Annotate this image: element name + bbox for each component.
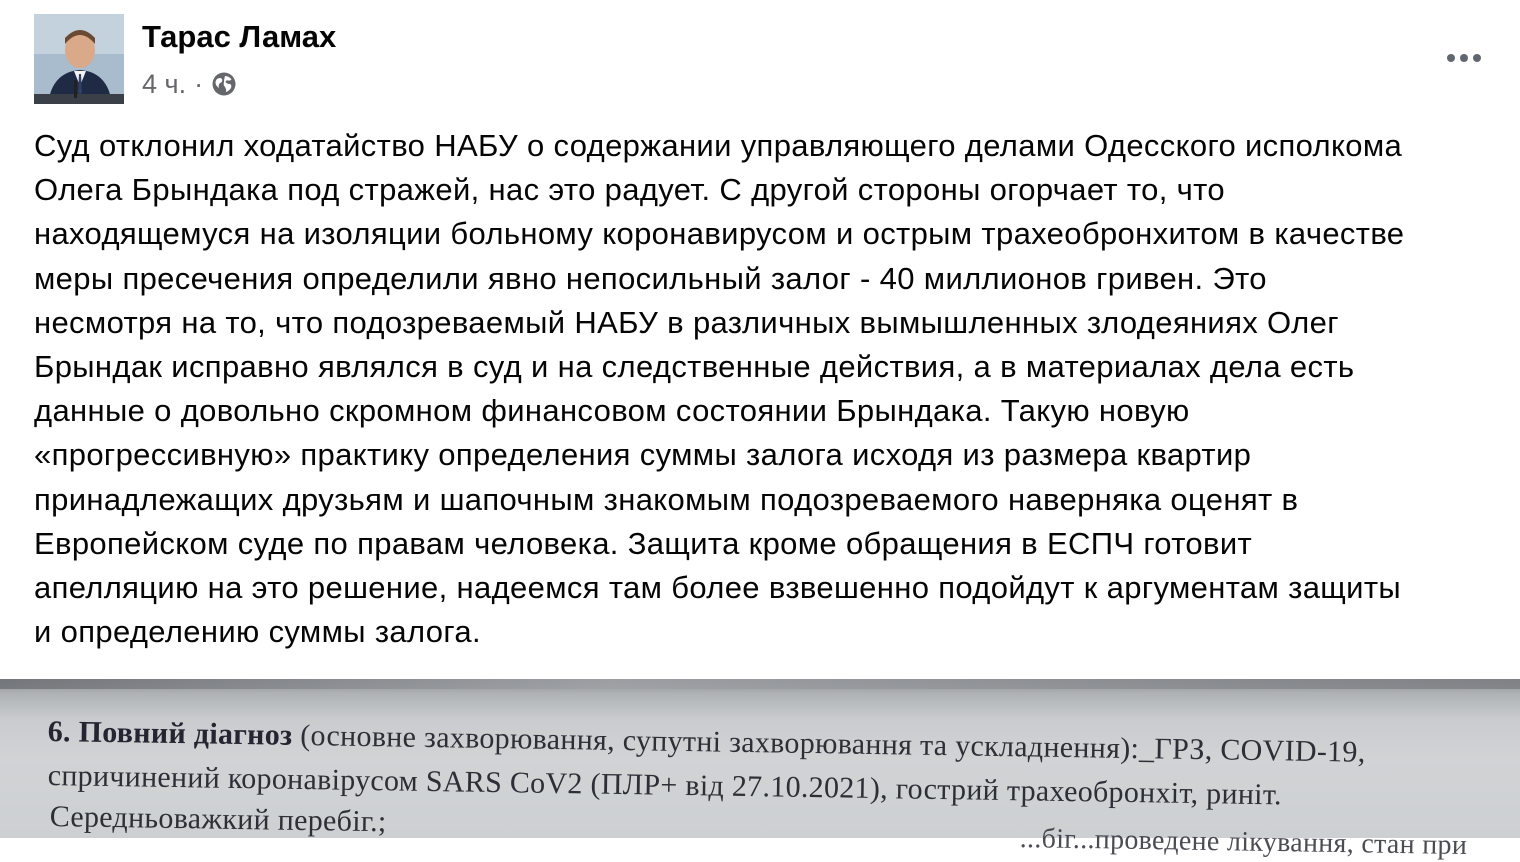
post-timestamp[interactable]: 4 ч. [142,68,187,99]
photo-document-heading: 6. Повний діагноз [47,715,293,752]
author-avatar[interactable] [34,14,124,104]
post-text-line: Брындак исправно являлся в суд и на следственные действия, а в материалах дела есть [34,349,1355,385]
post-message [34,124,1504,654]
post-text-line: Суд отклонил ходатайство НАБУ о содержании управляющего делами Одесского исполкома [34,128,1403,163]
more-horizontal-icon-dot [1473,54,1481,62]
post-text-line: Олега Брындака под стражей, нас это радует. С другой стороны огорчает то, что [34,172,1225,208]
post-text-line: принадлежащих друзьям и шапочным знакомым подозреваемого наверняка оценят в [34,481,1299,517]
avatar-photo [34,14,124,104]
post-text-line: Европейском суде по правам человека. Защита кроме обращения в ЕСПЧ готовит [34,525,1253,561]
post-text-line: «прогрессивную» практику определения суммы залога исходя из размера квартир [34,437,1252,473]
post-meta [142,66,237,102]
meta-separator: · [194,68,204,99]
globe-icon[interactable] [211,71,237,97]
post-text-line: находящемуся на изоляции больному коронавирусом и острым трахеобронхитом в качестве [34,216,1405,252]
post-text-line: меры пресечения определили явно непосильный залог - 40 миллионов гривен. Это [34,260,1267,296]
post-text-line: несмотря на то, что подозреваемый НАБУ в различных вымышленных злодеяниях Олег [34,304,1339,340]
more-horizontal-icon-dot [1447,54,1455,62]
photo-document-line: спричинений коронавірусом SARS CoV2 (ПЛР+ від 27.10.2021), гострий трахеобронхіт, риніт. [47,759,1283,812]
photo-document-line: ...біг...проведене лікування, стан при [1019,823,1468,862]
photo-scan-edge [0,679,1520,689]
post-text-line: и определению суммы залога. [34,614,481,650]
author-name[interactable]: Тарас Ламах [142,19,337,54]
post-text-line: данные о довольно скромном финансовом состоянии Брындака. Такую новую [34,393,1190,429]
post-header [34,14,1486,110]
photo-document-line: Середньоважкий перебіг.; [49,800,387,839]
more-options-button[interactable] [1442,36,1486,80]
more-horizontal-icon-dot [1460,54,1468,62]
post-photo[interactable] [0,679,1520,862]
post-text-line: апелляцию на это решение, надеемся там более взвешенно подойдут к аргументам защиты [34,570,1401,606]
photo-document-text: (основне захворювання, супутні захворювання та ускладнення):_ГРЗ, COVID-19, [292,718,1366,769]
